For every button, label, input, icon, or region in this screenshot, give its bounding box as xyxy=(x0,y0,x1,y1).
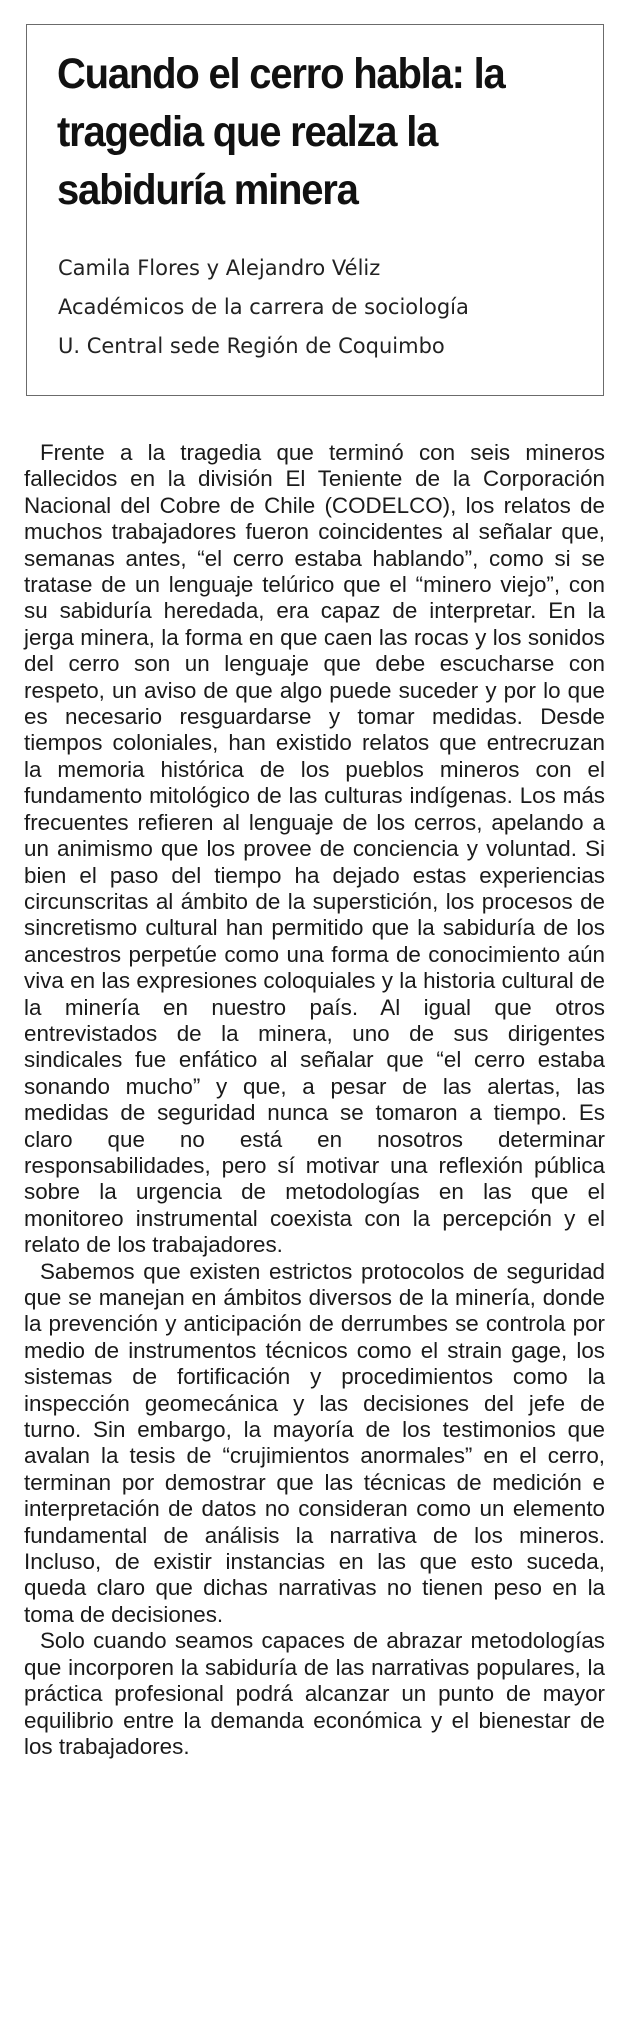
article-paragraph-3: Solo cuando seamos capaces de abrazar metodologías que incorporen la sabiduría de las narrativas populares, la práctica profesional podrá alcanzar un punto de mayor equilibrio entre la demanda económica y el bienestar de los trabajadores. xyxy=(24,1628,605,1759)
article-headline: Cuando el cerro habla: la tragedia que realza la sabiduría minera xyxy=(57,50,505,214)
article-body xyxy=(24,440,605,1760)
byline xyxy=(58,249,588,366)
author-institution: U. Central sede Región de Coquimbo xyxy=(58,334,445,358)
author-affiliation: Académicos de la carrera de sociología xyxy=(58,295,469,319)
article-paragraph-1: Frente a la tragedia que terminó con seis mineros fallecidos en la división El Teniente de la Corporación Nacional del Cobre de Chile (CODELCO), los relatos de muchos trabajadores fueron coincidentes al señalar que, semanas antes, “el cerro estaba hablando”, como si se tratase de un lenguaje telúrico que el “minero viejo”, con su sabiduría heredada, era capaz de interpretar. En la jerga minera, la forma en que caen las rocas y los sonidos del cerro son un lenguaje que debe escucharse con respeto, un aviso de que algo puede suceder y por lo que es necesario resguardarse y tomar medidas. Desde tiempos coloniales, han existido relatos que entrecruzan la memoria histórica de los pueblos mineros con el fundamento mitológico de las culturas indígenas. Los más frecuentes refieren al lenguaje de los cerros, apelando a un animismo que los provee de conciencia y voluntad. Si bien el paso del tiempo ha dejado estas experiencias circunscritas al ámbito de la superstición, los procesos de sincretismo cultural han permitido que la sabiduría de los ancestros perpetúe como una forma de conocimiento aún viva en las expresiones coloquiales y la historia cultural de la minería en nuestro país. Al igual que otros entrevistados de la minera, uno de sus dirigentes sindicales fue enfático al señalar que “el cerro estaba sonando mucho” y que, a pesar de las alertas, las medidas de seguridad nunca se tomaron a tiempo. Es claro que no está en nosotros determinar responsabilidades, pero sí motivar una reflexión pública sobre la urgencia de metodologías en las que el monitoreo instrumental coexista con la percepción y el relato de los trabajadores. xyxy=(24,440,605,1258)
article-header-box xyxy=(26,24,604,396)
article-paragraph-2: Sabemos que existen estrictos protocolos de seguridad que se manejan en ámbitos diversos de la minería, donde la prevención y anticipación de derrumbes se controla por medio de instrumentos técnicos como el strain gage, los sistemas de fortificación y procedimientos como la inspección geomecánica y las decisiones del jefe de turno. Sin embargo, la mayoría de los testimonios que avalan la tesis de “crujimientos anormales” en el cerro, terminan por demostrar que las técnicas de medición e interpretación de datos no consideran como un elemento fundamental de análisis la narrativa de los mineros. Incluso, de existir instancias en las que esto suceda, queda claro que dichas narrativas no tienen peso en la toma de decisiones. xyxy=(24,1258,605,1627)
author-names: Camila Flores y Alejandro Véliz xyxy=(58,256,381,280)
